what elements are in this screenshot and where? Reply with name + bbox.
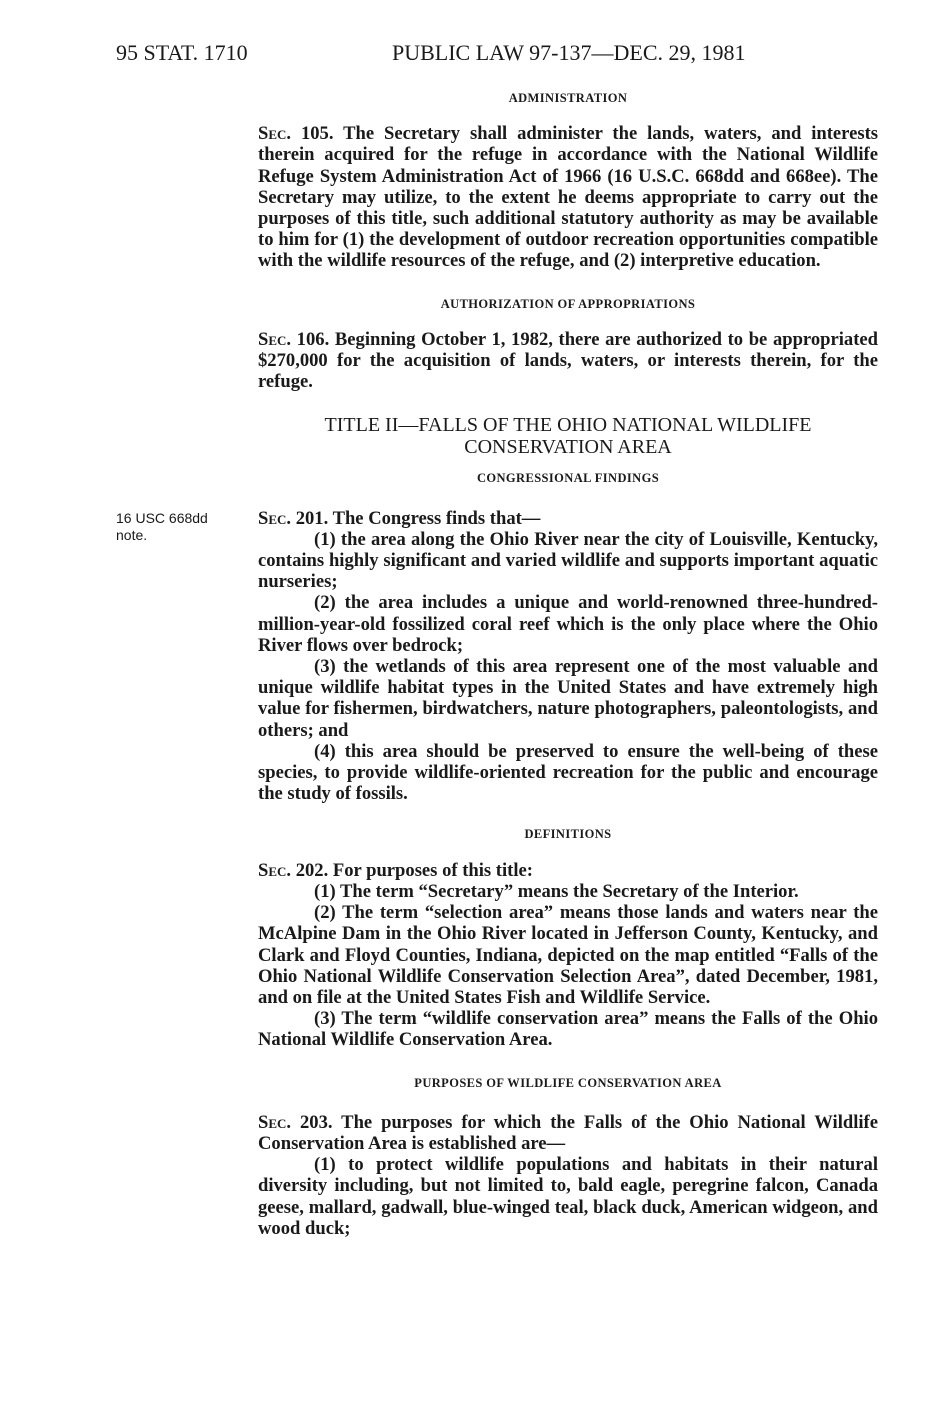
definition-item: (3) The term “wildlife conservation area” means the Falls of the Ohio National Wildlife Conservation Area. [258,1008,878,1051]
title-line-1: TITLE II—FALLS OF THE OHIO NATIONAL WILDLIFE [324,414,812,437]
finding-item: (1) the area along the Ohio River near the city of Louisville, Kentucky, contains highly significant and varied wildlife and supports important aquatic nurseries; [258,528,878,593]
title-heading [258,414,878,458]
section-label: Sec. 201. [258,507,329,529]
section-201-intro [258,508,878,529]
page-stat-number: 95 STAT. 1710 [116,40,248,65]
definition-item: (1) The term “Secretary” means the Secretary of the Interior. [314,880,799,902]
finding-item: (3) the wetlands of this area represent one of the most valuable and unique wildlife habitat types in the United States and have extremely high value for fishermen, birdwatchers, nature photographers, paleontologists, and others; and [258,656,878,741]
section-text: Beginning October 1, 1982, there are authorized to be appropriated $270,000 for the acquisition of lands, waters, or interests therein, for the refuge. [258,328,878,393]
section-text: For purposes of this title: [332,859,533,881]
section-202-intro [258,860,878,881]
section-heading-definitions: DEFINITIONS [524,827,612,842]
finding-item: (2) the area includes a unique and world-renowned three-hundred-million-year-old fossilized coral reef which is the only place where the Ohio River flows over bedrock; [258,592,878,656]
section-106 [258,329,878,393]
section-105 [258,123,878,271]
definition-item: (2) The term “selection area” means those lands and waters near the McAlpine Dam in the Ohio River located in Jefferson County, Kentucky, and Clark and Floyd Counties, Indiana, depicted on the map entitled “Falls of the Ohio National Wildlife Conservation Selection Area”, dated December, 1981, and on file at the United States Fish and Wildlife Service. [258,902,878,1008]
section-text: The Secretary shall administer the lands, waters, and interests therein acquired for the refuge in accordance with the National Wildlife Refuge System Administration Act of 1966 (16 U.S.C. 668dd and 668ee). The Secretary may utilize, to the extent he deems appropriate to carry out the purposes of this title, such additional statutory authority as may be available to him for (1) the development of outdoor recreation opportunities compatible with the wildlife resources of the refuge, and (2) interpretive education. [258,123,878,272]
section-heading-purposes: PURPOSES OF WILDLIFE CONSERVATION AREA [414,1075,722,1090]
margin-note: 16 USC 668dd note. [116,510,208,543]
section-heading-appropriations: AUTHORIZATION OF APPROPRIATIONS [440,296,696,311]
title-line-2: CONSERVATION AREA [464,436,672,459]
section-label: Sec. 106. [258,328,330,350]
section-label: Sec. 202. [258,859,329,881]
document-body [258,88,878,1239]
section-203 [258,1112,878,1154]
finding-item: (4) this area should be preserved to ensure the well-being of these species, to provide wildlife-oriented recreation for the public and encourage the study of fossils. [258,740,878,805]
section-label: Sec. 105. [258,123,334,145]
section-text: The Congress finds that— [332,507,541,529]
section-heading-findings: CONGRESSIONAL FINDINGS [476,471,660,486]
purpose-item: (1) to protect wildlife populations and habitats in their natural diversity including, but not limited to, bald eagle, peregrine falcon, Canada geese, mallard, gadwall, blue-winged teal, black duck, American widgeon, and wood duck; [258,1154,878,1239]
section-heading-administration: ADMINISTRATION [508,91,628,105]
section-label: Sec. 203. [258,1111,333,1133]
section-text: The purposes for which the Falls of the Ohio National Wildlife Conservation Area is established are— [258,1111,878,1154]
page-header-title: PUBLIC LAW 97-137—DEC. 29, 1981 [392,40,746,65]
